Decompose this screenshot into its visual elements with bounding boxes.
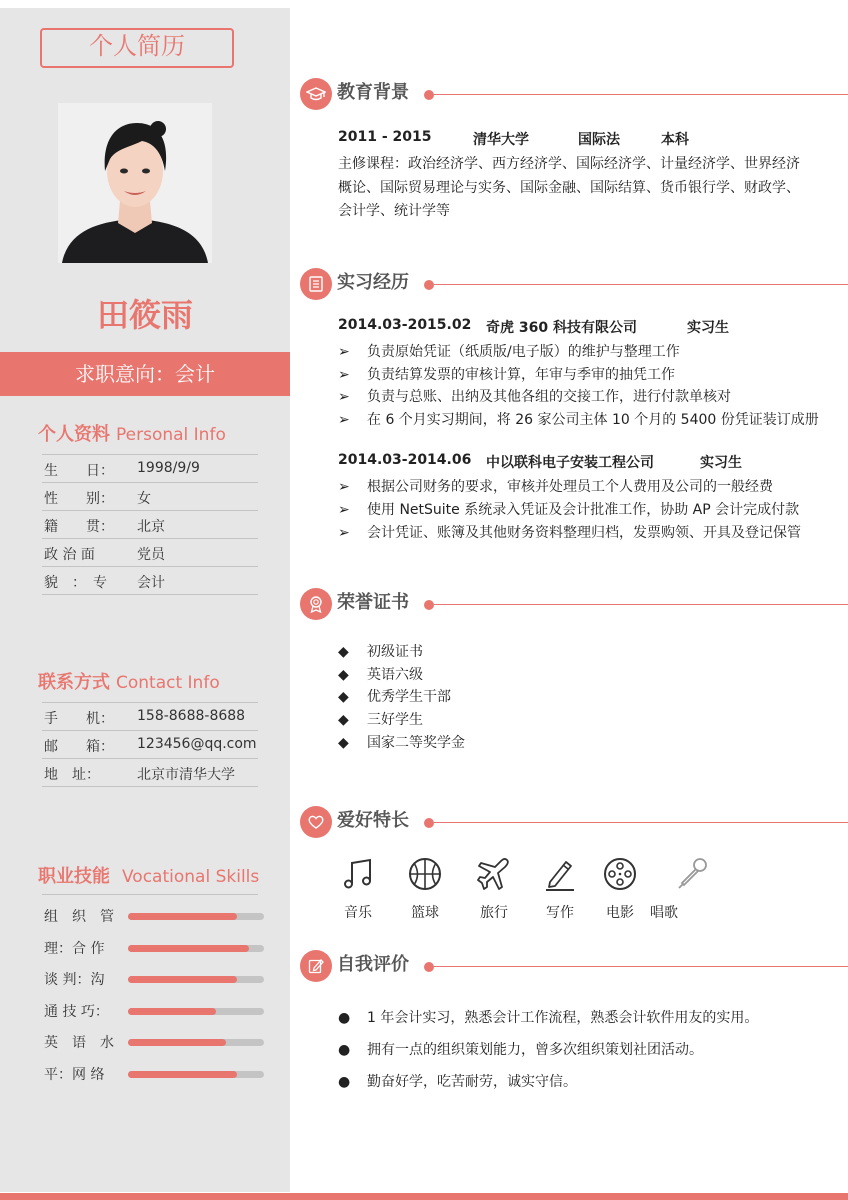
education-courses: [338, 153, 800, 224]
dot-bullet-icon: ●: [338, 1074, 351, 1090]
document-icon: [300, 268, 332, 300]
skill-bar-fill: [128, 913, 237, 920]
hobby-label: 篮球: [411, 905, 439, 921]
honor-item: [338, 664, 423, 684]
pen-icon: [542, 856, 578, 892]
hobby-label: 唱歌: [650, 905, 678, 921]
info-row: [42, 455, 258, 483]
hobby-label: 旅行: [480, 905, 508, 921]
info-value: 1998/9/9: [137, 460, 200, 476]
skill-label: 谈 判：沟: [44, 972, 105, 988]
info-label: 政 治 面: [44, 547, 95, 563]
contact-info-title-en: Contact Info: [116, 673, 220, 693]
self-eval-heading: [300, 948, 848, 984]
airplane-icon: [476, 856, 512, 892]
heading-dot: [424, 962, 434, 972]
skill-label: 通 技 巧：: [44, 1003, 109, 1020]
diamond-bullet-icon: ◆: [338, 667, 349, 683]
self-eval-item: [338, 1071, 577, 1091]
education-heading: [300, 76, 848, 112]
edit-icon: [300, 950, 332, 982]
diamond-bullet-icon: ◆: [338, 735, 349, 751]
microphone-icon: [674, 856, 710, 892]
info-row: [42, 539, 258, 567]
education-school: 清华大学: [473, 132, 529, 148]
candidate-name: 田筱雨: [96, 296, 193, 334]
course-line: 会计学、统计学等: [338, 203, 450, 219]
job-header: [338, 317, 729, 336]
skill-bar-fill: [128, 976, 237, 983]
graduation-cap-icon: [300, 78, 332, 110]
skill-bar: [128, 1008, 264, 1015]
arrow-bullet-icon: ➢: [338, 389, 350, 405]
job-header: [338, 452, 742, 471]
dot-bullet-icon: ●: [338, 1010, 351, 1026]
music-note-icon: [340, 856, 376, 892]
education-period: 2011 - 2015: [338, 129, 432, 145]
diamond-bullet-icon: ◆: [338, 689, 349, 705]
hobbies-heading: [300, 804, 848, 840]
hobby-item: [405, 856, 445, 922]
honors-heading: [300, 586, 848, 622]
honor-text: 初级证书: [367, 644, 423, 660]
skill-bar: [128, 1039, 264, 1046]
personal-info-title-en: Personal Info: [116, 425, 226, 445]
contact-value: 158-8688-8688: [137, 708, 246, 724]
diamond-bullet-icon: ◆: [338, 712, 349, 728]
skill-bar-fill: [128, 1071, 237, 1078]
skill-row: [42, 1061, 264, 1093]
honor-item: [338, 709, 423, 729]
job-period: 2014.03-2015.02: [338, 317, 472, 333]
duty-text: 负责原始凭证（纸质版/电子版）的维护与整理工作: [367, 344, 680, 360]
honors-title: 荣誉证书: [337, 592, 409, 613]
heading-dot: [424, 600, 434, 610]
heading-dot: [424, 818, 434, 828]
hobby-item: [474, 856, 514, 922]
skill-row: [42, 903, 264, 935]
info-label: 籍 贯：: [44, 519, 114, 535]
info-value: 北京: [137, 519, 165, 535]
skill-bar: [128, 976, 264, 983]
duty-item: [338, 364, 675, 384]
job-role: 实习生: [700, 455, 742, 471]
contact-label: 地 址：: [44, 767, 100, 783]
skills-heading: [38, 862, 259, 888]
info-value: 会计: [137, 575, 165, 591]
hobby-item: [540, 856, 580, 922]
job-company: 奇虎 360 科技有限公司: [486, 320, 637, 336]
heading-line: [434, 966, 848, 967]
job-role: 实习生: [687, 320, 729, 336]
education-title: 教育背景: [337, 82, 409, 103]
skill-bar-fill: [128, 1008, 216, 1015]
dot-bullet-icon: ●: [338, 1042, 351, 1058]
skill-bar: [128, 945, 264, 952]
contact-info-heading: [38, 668, 220, 694]
honor-text: 英语六级: [367, 667, 423, 683]
skill-row: [42, 998, 264, 1030]
self-eval-text: 1 年会计实习，熟悉会计工作流程，熟悉会计软件用友的实用。: [367, 1010, 759, 1026]
arrow-bullet-icon: ➢: [338, 367, 350, 383]
heart-icon: [300, 806, 332, 838]
skill-row: [42, 935, 264, 967]
skills-divider: [42, 894, 258, 895]
hobby-item: [338, 856, 378, 922]
skill-row: [42, 966, 264, 998]
job-company: 中以联科电子安装工程公司: [486, 455, 654, 471]
education-summary: [338, 129, 689, 148]
self-eval-text: 勤奋好学，吃苦耐劳，诚实守信。: [367, 1074, 577, 1090]
info-label: 性 别：: [44, 491, 114, 507]
info-row: [42, 511, 258, 539]
hobby-label: 音乐: [344, 905, 372, 921]
profile-photo: [58, 103, 212, 263]
hobby-label: 电影: [606, 905, 634, 921]
arrow-bullet-icon: ➢: [338, 344, 350, 360]
info-value: 女: [137, 491, 151, 507]
bottom-accent-bar: [0, 1193, 848, 1200]
duty-text: 负责与总账、出纳及其他各组的交接工作，进行付款单核对: [367, 389, 731, 405]
course-line: 概论、国际贸易理论与实务、国际金融、国际结算、货币银行学、财政学、: [338, 179, 800, 196]
duty-text: 会计凭证、账簿及其他财务资料整理归档，发票购领、开具及登记保管: [367, 525, 801, 541]
heading-line: [434, 94, 848, 95]
duty-text: 根据公司财务的要求，审核并处理员工个人费用及公司的一般经费: [367, 479, 773, 495]
resume-title: 个人简历: [40, 28, 234, 68]
hobby-item: [650, 856, 712, 922]
arrow-bullet-icon: ➢: [338, 479, 350, 495]
honor-text: 优秀学生干部: [367, 689, 451, 705]
skills-title: 职业技能: [38, 866, 110, 887]
skill-bar-fill: [128, 945, 249, 952]
info-label: 生 日：: [44, 463, 114, 479]
skill-bar-fill: [128, 1039, 226, 1046]
duty-item: [338, 341, 680, 361]
skills-title-en: Vocational Skills: [122, 867, 260, 887]
honor-text: 三好学生: [367, 712, 423, 728]
contact-row: [42, 703, 258, 731]
job-intent-banner: 求职意向：会计: [0, 352, 290, 396]
internship-title: 实习经历: [337, 272, 409, 293]
skill-label: 平：网 络: [44, 1066, 105, 1083]
info-row: [42, 483, 258, 511]
hobbies-title: 爱好特长: [337, 810, 409, 831]
skill-row: [42, 1029, 264, 1061]
contact-label: 手 机：: [44, 711, 114, 727]
duty-item: [338, 476, 773, 496]
heading-line: [434, 284, 848, 285]
course-line: 主修课程：政治经济学、西方经济学、国际经济学、计量经济学、世界经济: [338, 156, 800, 172]
skill-label: 理：合 作: [44, 940, 105, 957]
contact-info-title: 联系方式: [38, 672, 110, 693]
hobby-label: 写作: [546, 905, 574, 921]
internship-heading: [300, 266, 848, 302]
arrow-bullet-icon: ➢: [338, 412, 350, 428]
self-eval-title: 自我评价: [337, 954, 409, 975]
heading-dot: [424, 280, 434, 290]
contact-label: 邮 箱：: [44, 739, 114, 755]
duty-item: [338, 386, 731, 406]
honor-item: [338, 686, 451, 706]
skills-list: [42, 903, 264, 1092]
info-row: [42, 567, 258, 595]
contact-value: 北京市清华大学: [137, 767, 235, 783]
basketball-icon: [407, 856, 443, 892]
personal-info-title: 个人资料: [38, 424, 110, 445]
heading-line: [434, 604, 848, 605]
contact-value: 123456@qq.com: [137, 736, 257, 752]
skill-label: 英 语 水: [44, 1035, 114, 1051]
contact-row: [42, 759, 258, 787]
self-eval-item: [338, 1007, 758, 1027]
duty-item: [338, 499, 799, 519]
job-period: 2014.03-2014.06: [338, 452, 472, 468]
medal-icon: [300, 588, 332, 620]
duty-text: 使用 NetSuite 系统录入凭证及会计批准工作，协助 AP 会计完成付款: [367, 502, 800, 518]
skill-label: 组 织 管: [44, 909, 114, 925]
contact-info-list: [42, 702, 258, 787]
info-value: 党员: [137, 547, 165, 563]
info-label: 貌 ： 专: [44, 575, 107, 591]
honor-item: [338, 732, 465, 752]
skill-bar: [128, 913, 264, 920]
self-eval-item: [338, 1039, 703, 1059]
honor-text: 国家二等奖学金: [367, 735, 465, 751]
personal-info-list: [42, 454, 258, 595]
arrow-bullet-icon: ➢: [338, 502, 350, 518]
education-degree: 本科: [661, 132, 689, 148]
arrow-bullet-icon: ➢: [338, 525, 350, 541]
diamond-bullet-icon: ◆: [338, 644, 349, 660]
heading-dot: [424, 90, 434, 100]
contact-row: [42, 731, 258, 759]
honor-item: [338, 641, 423, 661]
duty-text: 在 6 个月实习期间，将 26 家公司主体 10 个月的 5400 份凭证装订成册: [367, 412, 819, 428]
education-major: 国际法: [578, 132, 620, 148]
duty-item: [338, 409, 819, 429]
skill-bar: [128, 1071, 264, 1078]
self-eval-text: 拥有一点的组织策划能力，曾多次组织策划社团活动。: [367, 1042, 703, 1058]
heading-line: [434, 822, 848, 823]
duty-item: [338, 522, 801, 542]
film-reel-icon: [602, 856, 638, 892]
personal-info-heading: [38, 420, 226, 446]
duty-text: 负责结算发票的审核计算，年审与季审的抽凭工作: [367, 367, 675, 383]
